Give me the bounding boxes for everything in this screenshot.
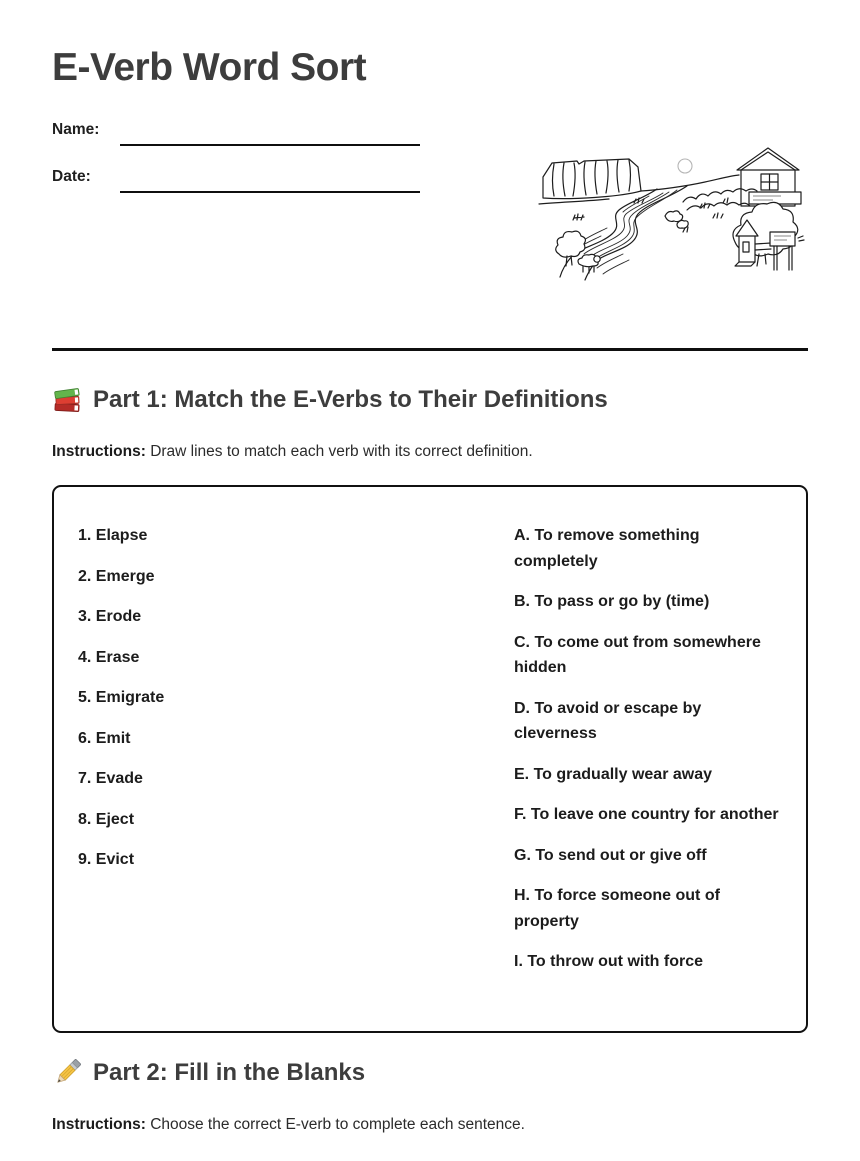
books-icon bbox=[52, 386, 82, 414]
pencil-icon bbox=[52, 1059, 82, 1087]
definition-item-e[interactable]: E. To gradually wear away bbox=[514, 765, 712, 783]
definition-item-h[interactable]: H. To force someone out of property bbox=[514, 887, 720, 930]
section-divider bbox=[52, 348, 808, 351]
verb-item-7[interactable]: 7. Evade bbox=[78, 770, 143, 787]
definition-item-b[interactable]: B. To pass or go by (time) bbox=[514, 593, 710, 610]
verb-column bbox=[78, 523, 514, 1031]
verb-item-8[interactable]: 8. Eject bbox=[78, 810, 135, 828]
river-landscape-clipart bbox=[537, 146, 805, 283]
part2-heading-label: Part 2: Fill in the Blanks bbox=[93, 1059, 366, 1086]
definition-item-d[interactable]: D. To avoid or escape by cleverness bbox=[514, 699, 702, 742]
verb-item-1[interactable]: 1. Elapse bbox=[78, 527, 148, 544]
date-input-line[interactable] bbox=[120, 191, 420, 193]
verb-item-3[interactable]: 3. Erode bbox=[78, 608, 142, 625]
date-label: Date: bbox=[52, 168, 91, 185]
definition-item-i[interactable]: I. To throw out with force bbox=[514, 953, 704, 970]
part1-instructions bbox=[52, 441, 533, 463]
definition-column bbox=[514, 523, 782, 1031]
matching-exercise-box bbox=[52, 485, 808, 1033]
part1-heading bbox=[52, 386, 608, 414]
part2-heading bbox=[52, 1059, 365, 1087]
definition-item-c[interactable]: C. To come out from somewhere hidden bbox=[514, 633, 761, 676]
part2-instructions-text: Choose the correct E-verb to complete each sentence. bbox=[150, 1116, 525, 1133]
page-title: E-Verb Word Sort bbox=[52, 46, 367, 89]
part2-instructions bbox=[52, 1114, 525, 1136]
definition-item-g[interactable]: G. To send out or give off bbox=[514, 846, 707, 864]
name-input-line[interactable] bbox=[120, 144, 420, 146]
definition-item-a[interactable]: A. To remove something completely bbox=[514, 527, 700, 570]
verb-item-4[interactable]: 4. Erase bbox=[78, 648, 140, 666]
verb-item-5[interactable]: 5. Emigrate bbox=[78, 689, 165, 706]
definition-item-f[interactable]: F. To leave one country for another bbox=[514, 806, 779, 823]
sun-icon bbox=[678, 159, 692, 173]
verb-item-9[interactable]: 9. Evict bbox=[78, 851, 135, 868]
name-label: Name: bbox=[52, 121, 100, 138]
part1-instructions-text: Draw lines to match each verb with its correct definition. bbox=[150, 443, 533, 460]
part1-heading-label: Part 1: Match the E-Verbs to Their Definitions bbox=[93, 386, 608, 413]
part1-instructions-label: Instructions: bbox=[52, 443, 146, 460]
verb-item-6[interactable]: 6. Emit bbox=[78, 729, 131, 747]
part2-instructions-label: Instructions: bbox=[52, 1116, 146, 1133]
verb-item-2[interactable]: 2. Emerge bbox=[78, 567, 155, 585]
